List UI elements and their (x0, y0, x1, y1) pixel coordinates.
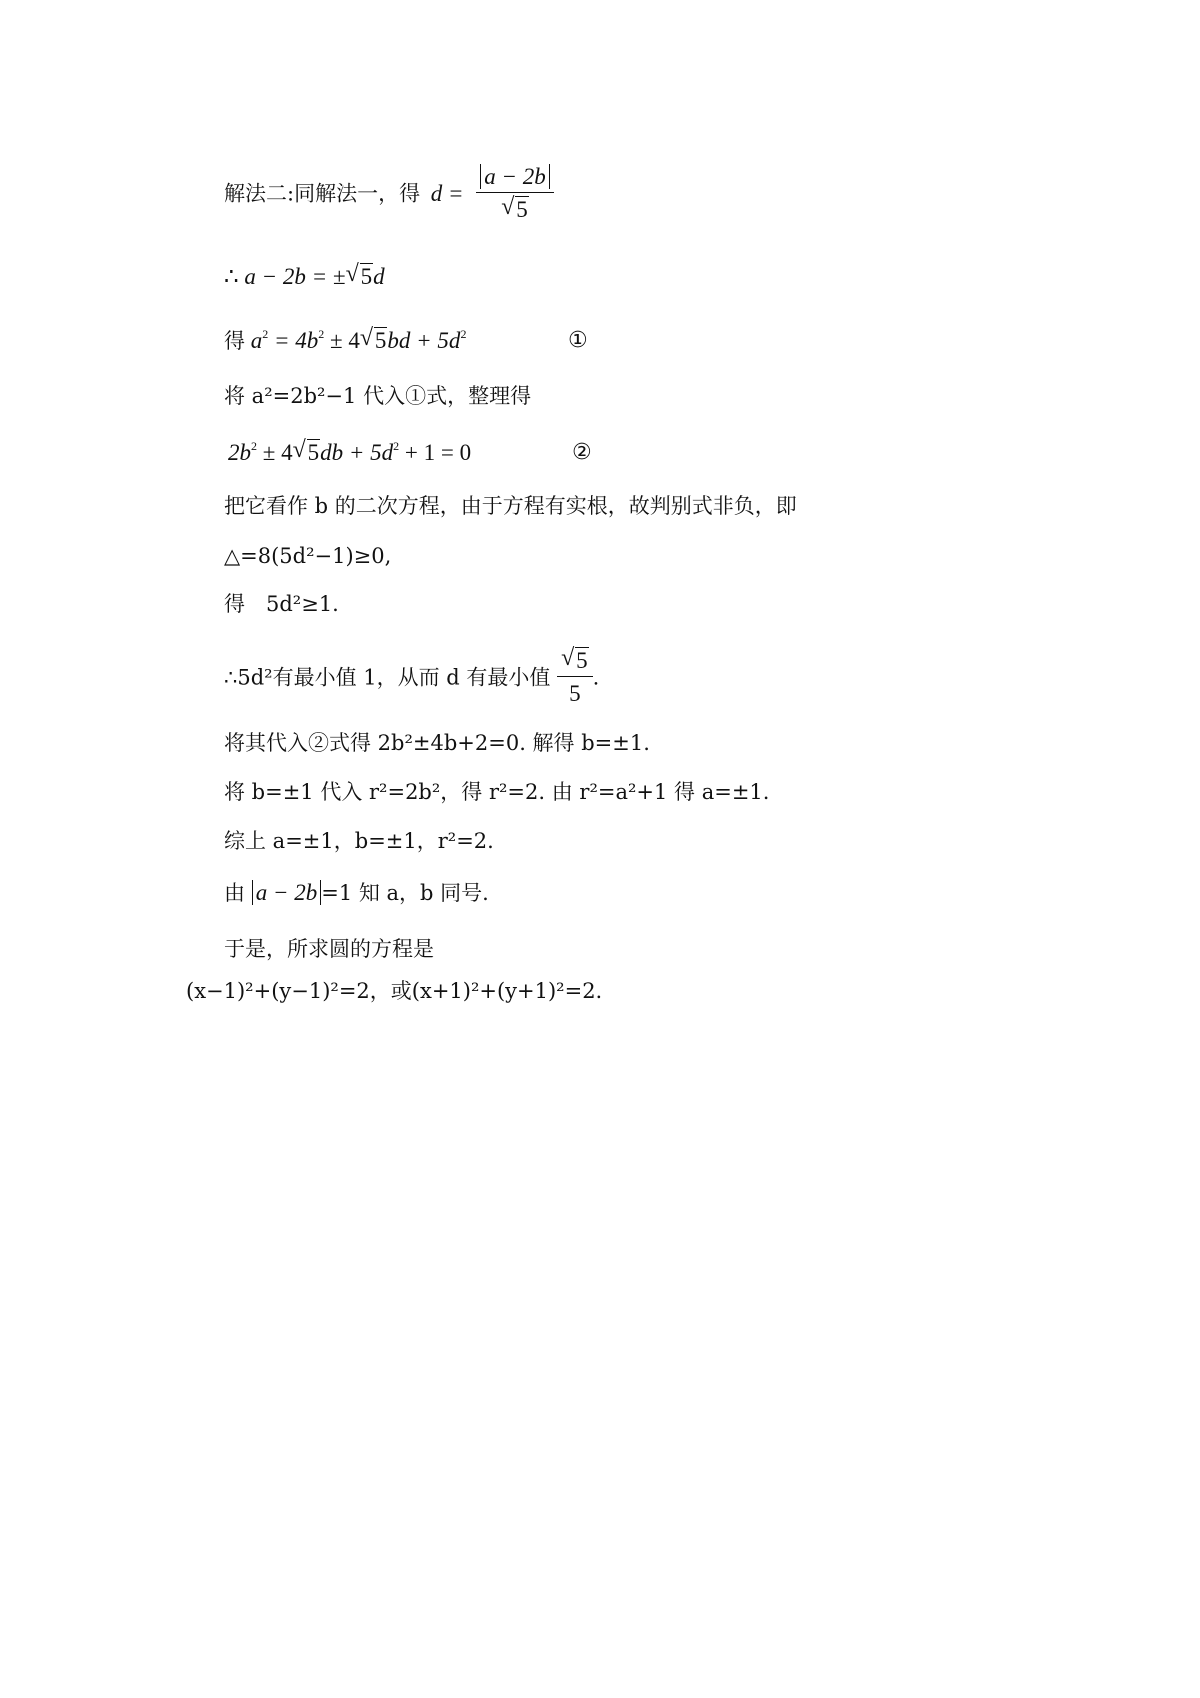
eq1-prefix: 得 (224, 329, 245, 353)
same-sign-abs: a − 2b (252, 880, 322, 905)
line-substitute: 将 a²=2b²−1 代入①式，整理得 (224, 384, 532, 408)
same-sign-prefix: 由 (224, 881, 245, 905)
line-5d2-ge-1: 得 5d²≥1. (224, 592, 339, 616)
method-two-prefix: 解法二:同解法一，得 (224, 181, 421, 206)
distance-lhs: d = (430, 180, 464, 206)
line-method-two (224, 164, 554, 223)
eq1-pm: ± 4 (324, 328, 360, 353)
line-same-sign (224, 880, 489, 906)
eq1-b-exp: 2 (318, 327, 325, 341)
therefore-expr-a: a − 2b = ± (244, 264, 346, 289)
fraction-numerator: a − 2b (480, 164, 550, 189)
minimum-end: . (592, 665, 600, 690)
same-sign-suffix: =1 知 a，b 同号. (321, 881, 489, 905)
eq2-db: db + 5d (320, 440, 394, 465)
eq1-d-exp: 2 (460, 327, 467, 341)
line-conclusion-intro: 于是，所求圆的方程是 (224, 937, 434, 961)
eq2-pm: ± 4 (257, 440, 293, 465)
eq2-d-exp: 2 (393, 439, 400, 453)
eq2-2b: 2b (228, 440, 251, 465)
minimum-text: ∴5d²有最小值 1，从而 d 有最小值 (224, 665, 551, 690)
eq2-marker: ② (572, 440, 592, 465)
eq1-4b: = 4b (268, 328, 319, 353)
therefore-expr-c: d (373, 264, 385, 289)
eq2-tail: + 1 = 0 (399, 440, 472, 465)
line-minimum-d (224, 648, 599, 707)
minimum-num: 5 (576, 648, 588, 673)
line-therefore-a-2b (224, 264, 385, 290)
line-solve-r-a: 将 b=±1 代入 r²=2b²，得 r²=2. 由 r²=a²+1 得 a=±1. (224, 780, 770, 804)
line-equation-two (228, 440, 471, 466)
line-equation-one (224, 328, 466, 354)
eq1-sqrt: 5 (374, 328, 387, 353)
therefore-sqrt: 5 (360, 264, 373, 289)
minimum-fraction (557, 648, 593, 707)
therefore-symbol: ∴ (224, 264, 239, 289)
distance-fraction (476, 164, 554, 223)
eq1-a: a (250, 328, 263, 353)
line-discriminant: △=8(5d²−1)≥0, (224, 544, 392, 568)
eq2-b-exp: 2 (251, 439, 257, 453)
eq1-marker: ① (568, 328, 588, 353)
line-solve-b: 将其代入②式得 2b²±4b+2=0. 解得 b=±1. (224, 731, 650, 755)
line-circle-equations: (x−1)²+(y−1)²=2，或(x+1)²+(y+1)²=2. (186, 979, 603, 1003)
fraction-denominator: 5 (516, 197, 528, 222)
eq1-a-exp: 2 (262, 327, 269, 341)
minimum-den: 5 (557, 676, 593, 707)
eq2-sqrt: 5 (307, 440, 320, 465)
eq1-bd: bd + 5d (387, 328, 461, 353)
line-quadratic-in-b: 把它看作 b 的二次方程，由于方程有实根，故判别式非负，即 (224, 494, 797, 518)
line-summary: 综上 a=±1，b=±1，r²=2. (224, 829, 494, 853)
